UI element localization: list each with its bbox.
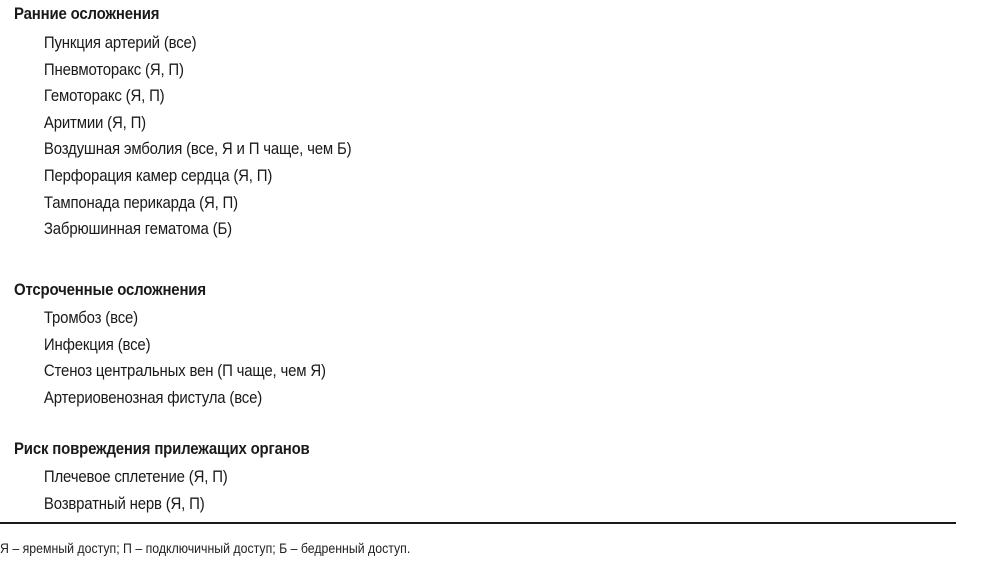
section-title: Риск повреждения прилежащих органов (14, 439, 310, 458)
section-title: Ранние осложнения (14, 4, 160, 23)
list-item: Инфекция (все) (43, 334, 151, 354)
list-item: Аритмии (Я, П) (43, 112, 146, 132)
section-adjacent-organ-risk (14, 438, 964, 517)
list-item: Артериовенозная фистула (все) (43, 387, 263, 407)
list-item: Забрюшинная гематома (Б) (43, 219, 232, 239)
item-list (14, 305, 964, 411)
list-item: Тампонада перикарда (Я, П) (43, 192, 238, 212)
list-item: Пневмоторакс (Я, П) (43, 59, 184, 79)
section-title: Отсроченные осложнения (14, 280, 206, 299)
section-early-complications (14, 3, 964, 243)
item-list (14, 464, 964, 517)
bottom-rule-divider (0, 522, 956, 524)
list-item: Воздушная эмболия (все, Я и П чаще, чем Б) (43, 139, 352, 159)
list-item: Гемоторакс (Я, П) (43, 86, 165, 106)
list-item: Пункция артерий (все) (43, 33, 197, 52)
list-item: Плечевое сплетение (Я, П) (43, 467, 228, 486)
list-item: Возвратный нерв (Я, П) (43, 493, 205, 513)
list-item: Тромбоз (все) (43, 308, 138, 327)
section-delayed-complications (14, 279, 964, 411)
abbreviation-footnote: Я – яремный доступ; П – подключичный доступ; Б – бедренный доступ. (0, 540, 411, 556)
list-item: Стеноз центральных вен (П чаще, чем Я) (43, 361, 326, 381)
list-item: Перфорация камер сердца (Я, П) (43, 165, 273, 185)
item-list (14, 30, 964, 243)
